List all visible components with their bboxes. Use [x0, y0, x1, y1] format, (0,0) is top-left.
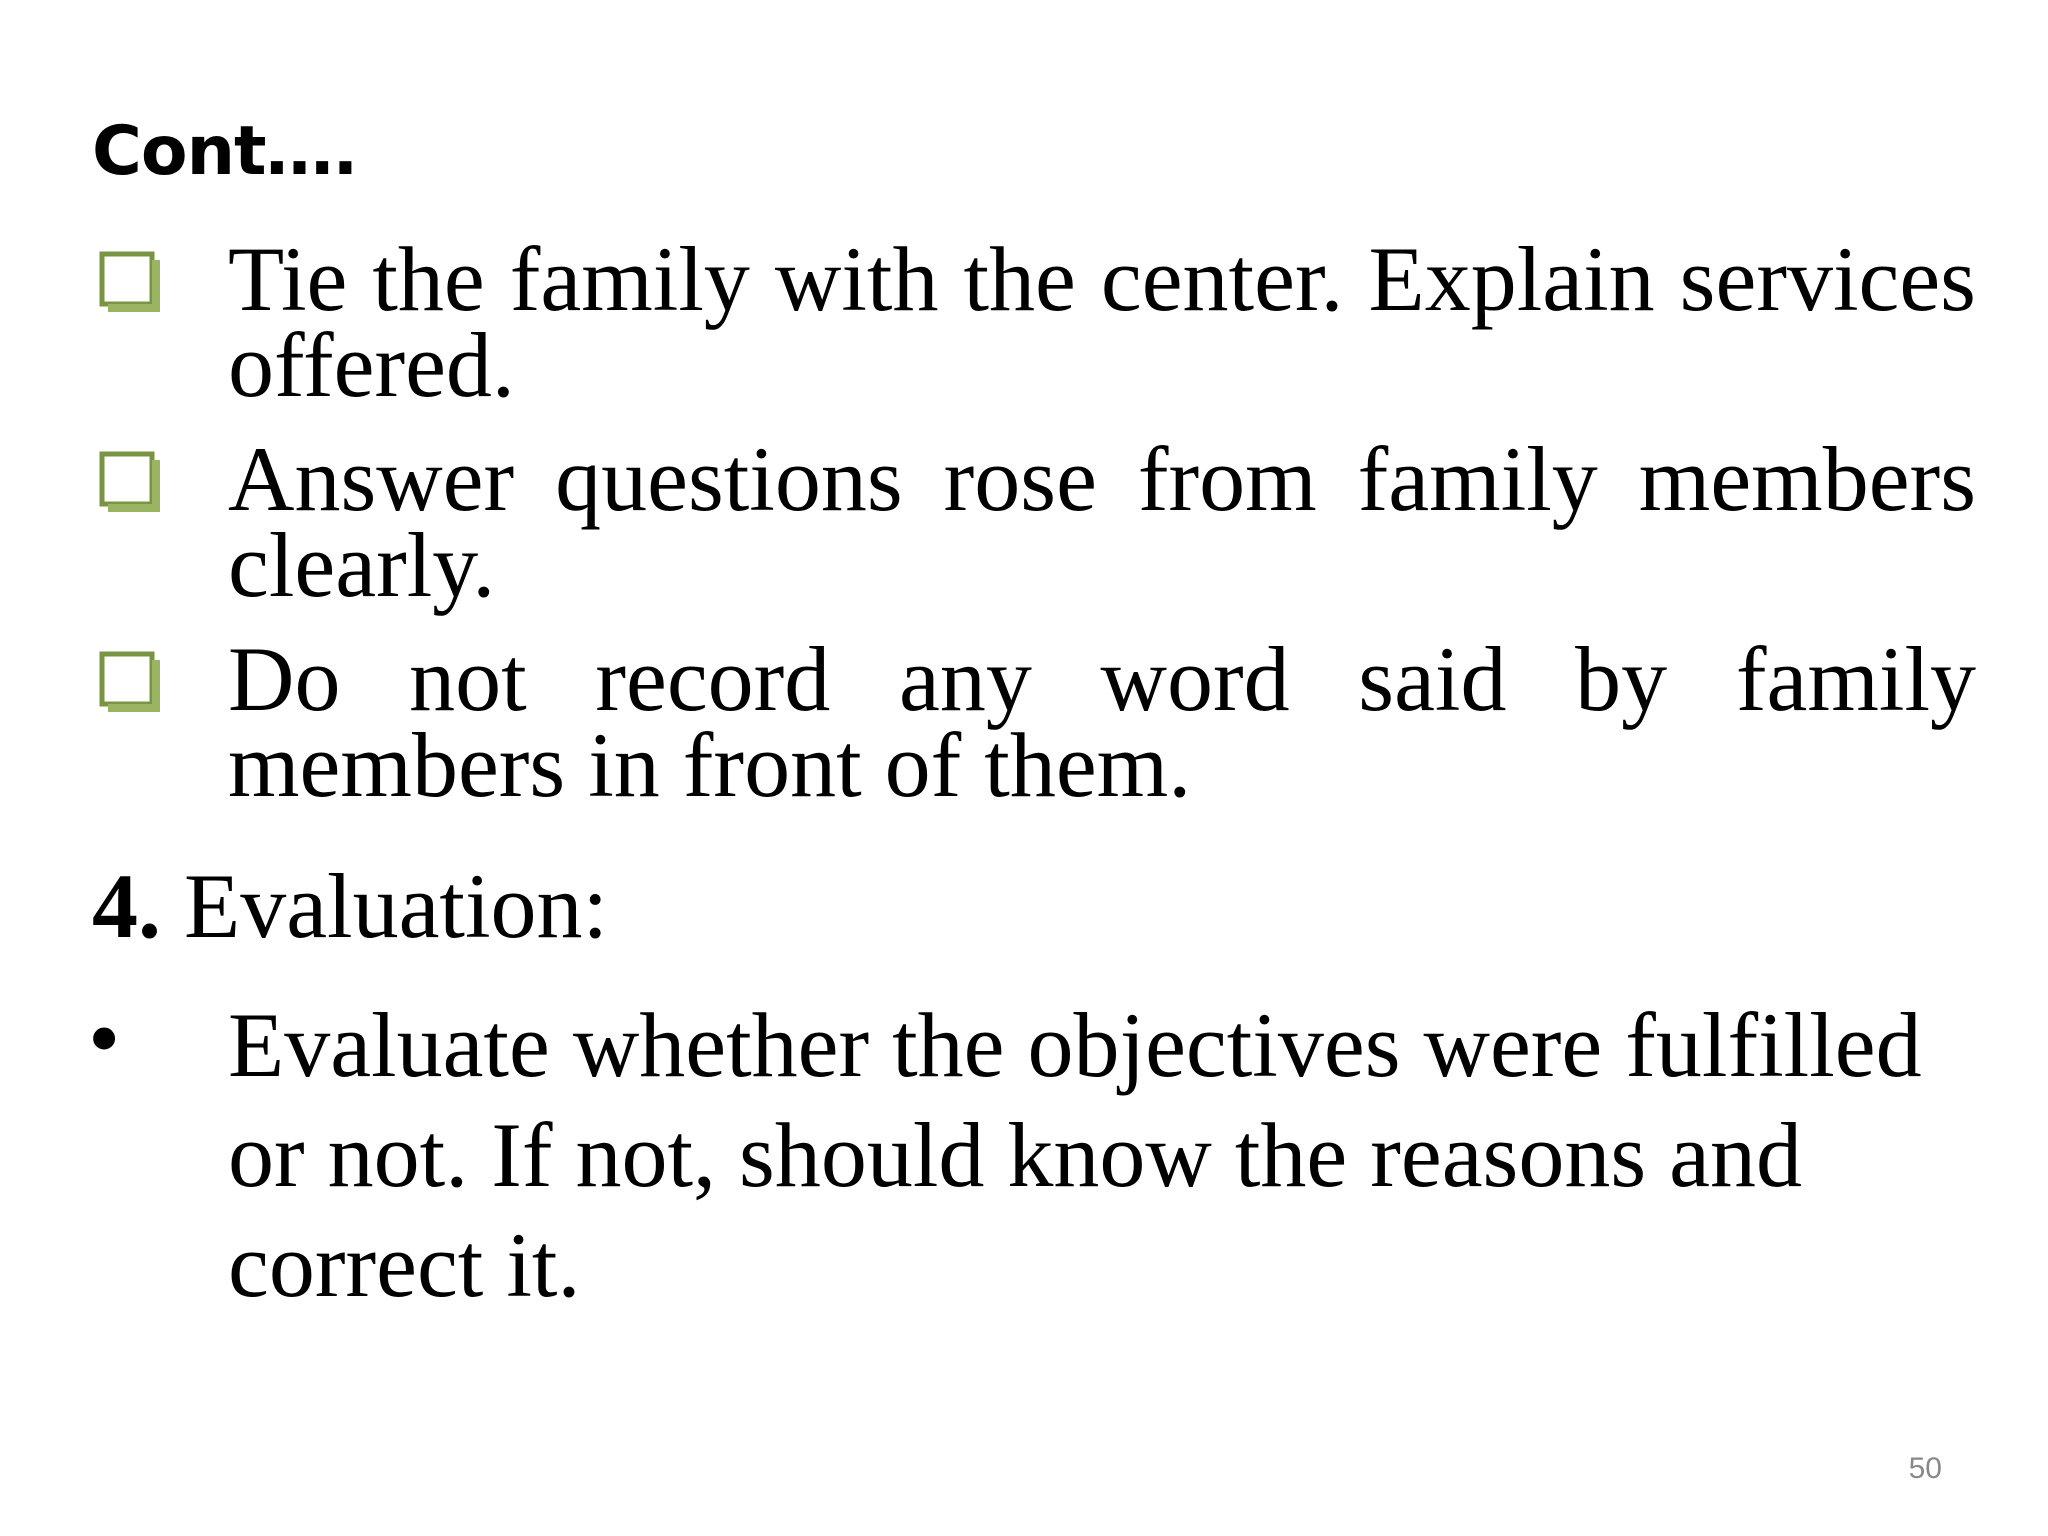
section-number: 4.	[92, 855, 161, 957]
section-label: Evaluation:	[184, 855, 609, 957]
slide-title: Cont….	[92, 112, 358, 191]
bullet-dot-icon: •	[88, 987, 121, 1089]
checklist-item-2: Answer questions rose from family members clearly.	[228, 428, 1976, 616]
checklist-item-1: Tie the family with the center. Explain services offered.	[228, 228, 1976, 416]
checklist-item-3: Do not record any word said by family members in front of them.	[228, 628, 1976, 816]
checkbox-icon	[98, 650, 162, 714]
checkbox-icon	[98, 250, 162, 314]
section-heading	[92, 855, 609, 957]
checkbox-icon	[98, 450, 162, 514]
evaluation-bullet-text: Evaluate whether the objectives were fulfilled or not. If not, should know the reasons and correct it.	[228, 994, 1922, 1316]
page-number: 50	[1908, 1452, 1942, 1485]
